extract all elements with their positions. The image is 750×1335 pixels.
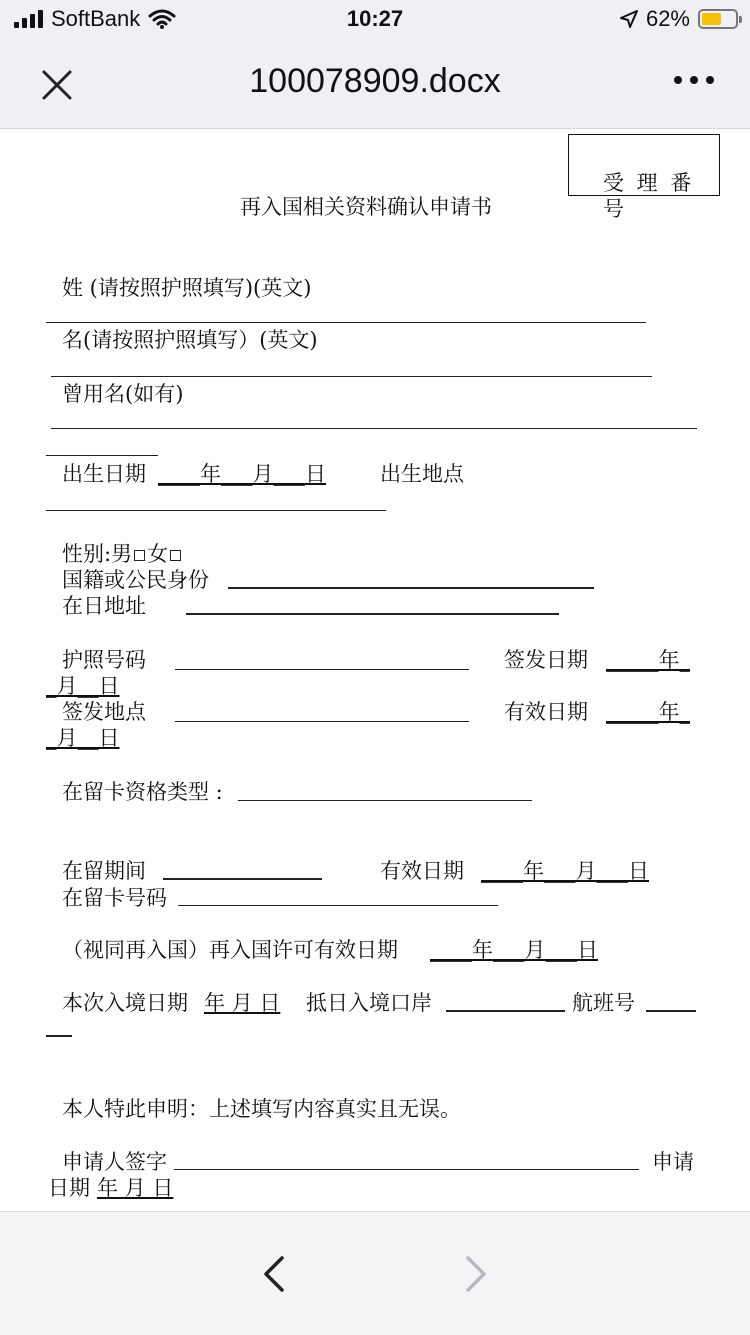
clock: 10:27 — [346, 6, 404, 31]
battery-percent: 62% — [645, 6, 690, 31]
entry-date-blank: 年 月 日 — [204, 991, 281, 1015]
male-checkbox[interactable] — [134, 550, 145, 561]
passport-no-line — [175, 669, 469, 670]
issue-date-month-day-blank: _月__日 — [46, 674, 120, 698]
document-page — [0, 129, 750, 1211]
card-no-line — [178, 905, 498, 906]
issue-date-label: 签发日期 — [504, 648, 588, 672]
expiry-date-label: 有效日期 — [504, 700, 588, 724]
flight-line-2 — [46, 1035, 72, 1037]
port-label: 抵日入境口岸 — [306, 991, 432, 1015]
status-bar — [0, 0, 750, 42]
nationality-label: 国籍或公民身份 — [62, 568, 209, 592]
document-title: 100078909.docx — [249, 62, 501, 100]
former-name-line-2 — [46, 455, 158, 456]
declaration-text: 本人特此申明：上述填写内容真实且无误。 — [62, 1097, 461, 1121]
gender-label: 性别:男 — [62, 542, 133, 566]
given-name-label: 名(请按照护照填写）(英文) — [62, 328, 318, 352]
residence-period-label: 在留期间 — [62, 859, 146, 883]
issue-place-line — [175, 721, 469, 722]
birth-place-label: 出生地点 — [380, 462, 464, 486]
bottom-toolbar — [0, 1211, 750, 1335]
given-name-line — [51, 376, 652, 377]
carrier-name: SoftBank — [51, 6, 141, 31]
flight-label: 航班号 — [572, 991, 635, 1015]
battery-fill — [702, 13, 721, 25]
former-name-label: 曾用名(如有) — [62, 382, 184, 406]
former-name-line — [51, 428, 697, 429]
validity-blank: ____年___月___日 — [481, 859, 649, 883]
address-line — [186, 613, 559, 615]
apply-date-blank: 年 月 日 — [97, 1176, 174, 1200]
chevron-left-icon[interactable] — [258, 1254, 292, 1294]
female-label: 女 — [147, 542, 169, 566]
birth-place-line — [46, 510, 386, 511]
entry-date-label: 本次入境日期 — [62, 991, 188, 1015]
birth-date-label: 出生日期 — [62, 462, 146, 486]
flight-line — [646, 1010, 696, 1012]
birth-date-blank: ____年___月___日 — [158, 462, 326, 486]
apply-date-label: 日期 — [48, 1176, 90, 1200]
validity-label: 有效日期 — [380, 859, 464, 883]
reentry-label: （视同再入国）再入国许可有效日期 — [62, 938, 398, 962]
reentry-blank: ____年___月___日 — [430, 938, 598, 962]
status-right — [620, 6, 738, 32]
nationality-line — [228, 587, 594, 589]
address-label: 在日地址 — [62, 594, 146, 618]
issue-date-year-blank: _____年_ — [606, 648, 690, 672]
form-title: 再入国相关资料确认申请书 — [240, 195, 492, 219]
female-checkbox[interactable] — [170, 550, 181, 561]
residence-type-line — [238, 800, 532, 801]
location-arrow-icon — [620, 10, 638, 28]
surname-line — [46, 322, 646, 323]
receipt-box-label-2: 号 — [603, 197, 624, 221]
signature-line — [174, 1169, 639, 1170]
issue-place-label: 签发地点 — [62, 700, 146, 724]
port-line — [446, 1010, 565, 1012]
signature-label: 申请人签字 — [62, 1150, 167, 1174]
more-icon[interactable] — [674, 76, 714, 88]
apply-label: 申请 — [652, 1150, 694, 1174]
battery-icon — [698, 9, 738, 29]
expiry-date-month-day-blank: _月__日 — [46, 726, 120, 750]
passport-no-label: 护照号码 — [62, 648, 146, 672]
chevron-right-icon[interactable] — [458, 1254, 492, 1294]
surname-label: 姓 (请按照护照填写)(英文) — [62, 276, 312, 300]
residence-type-label: 在留卡资格类型 : — [62, 780, 223, 804]
receipt-box-label: 受 理 番 — [603, 171, 695, 195]
nav-bar — [0, 42, 750, 129]
card-no-label: 在留卡号码 — [62, 886, 167, 910]
residence-period-line — [163, 878, 322, 880]
expiry-date-year-blank: _____年_ — [606, 700, 690, 724]
